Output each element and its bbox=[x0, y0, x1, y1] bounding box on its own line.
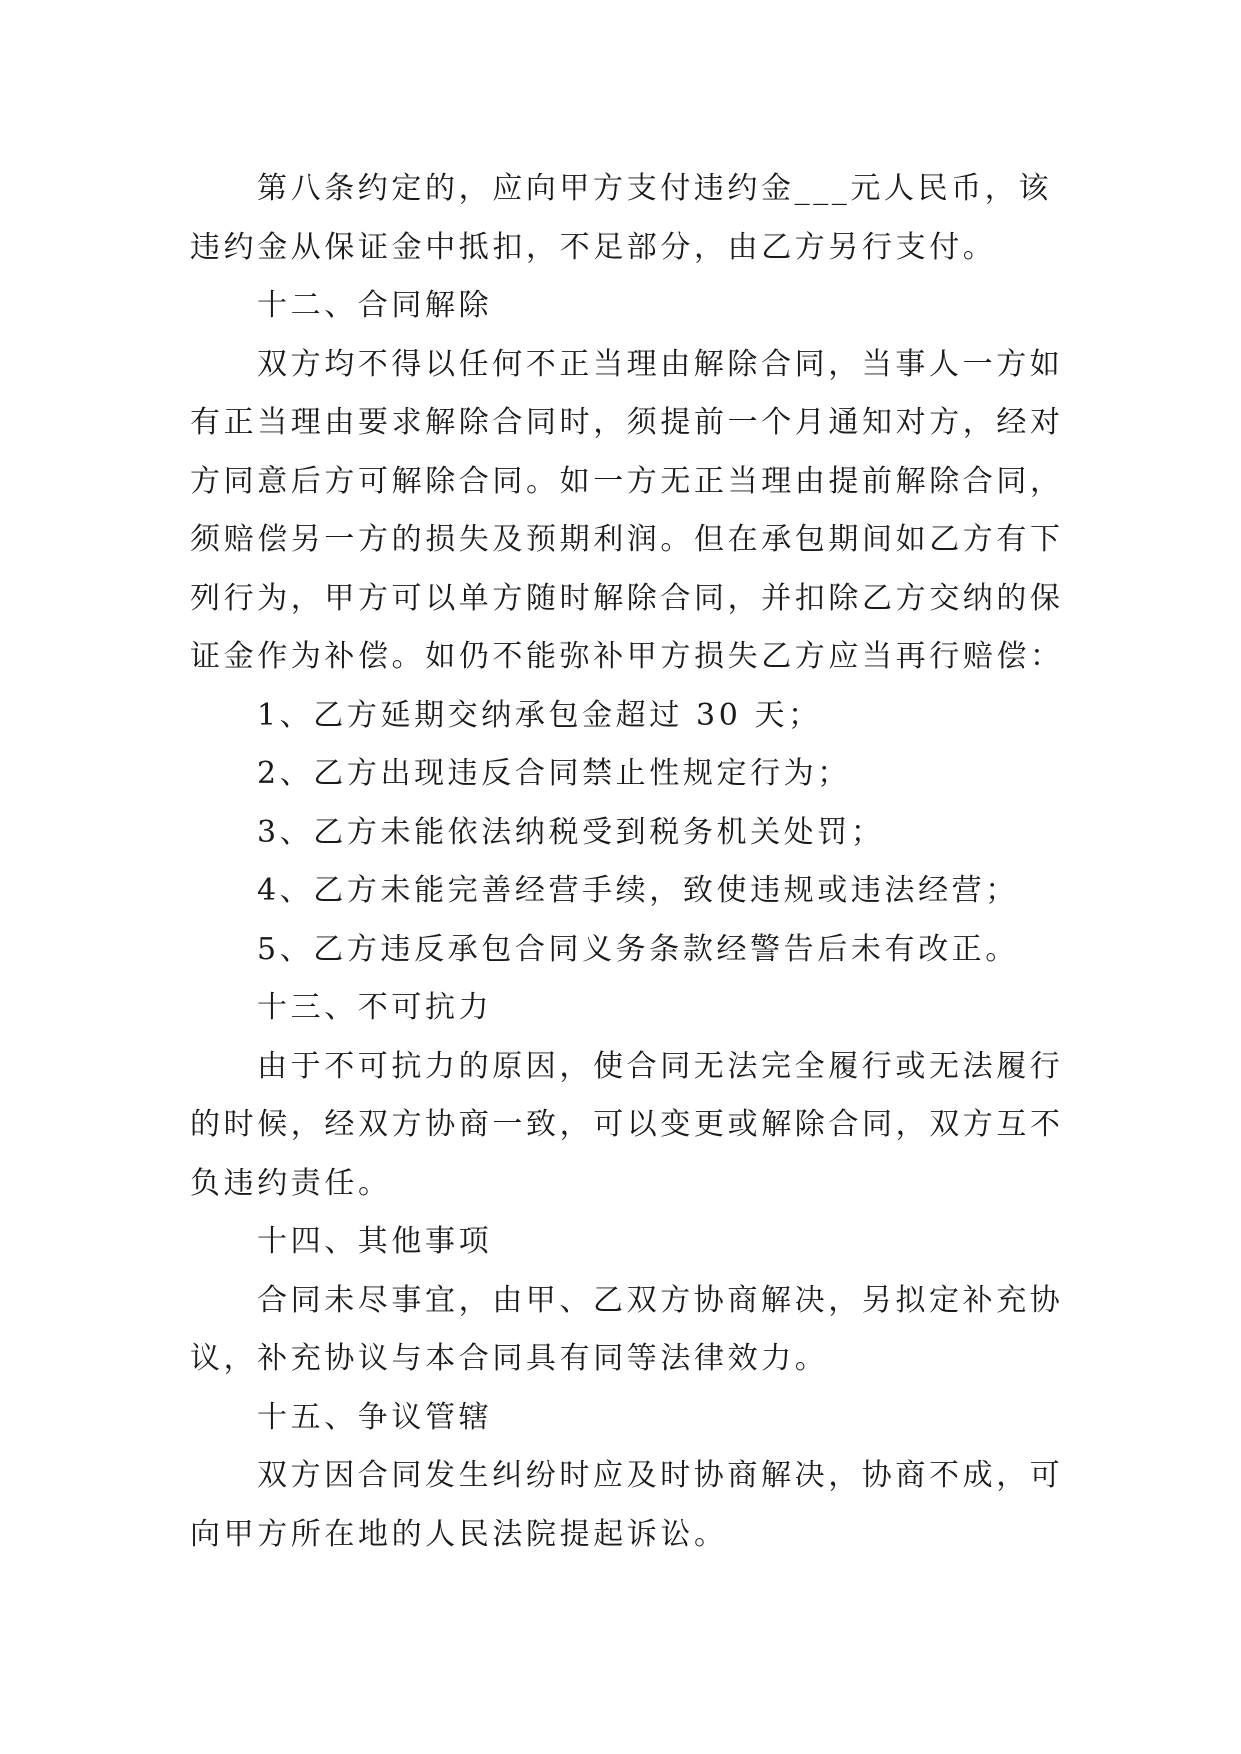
list-item-1 bbox=[190, 687, 1050, 746]
section-heading-12 bbox=[190, 277, 1050, 336]
heading-text: 十四、其他事项 bbox=[257, 1224, 493, 1259]
text-line: 的时候，经双方协商一致，可以变更或解除合同，双方互不 bbox=[190, 1107, 1064, 1142]
list-item-text: 3、乙方未能依法纳税受到税务机关处罚； bbox=[257, 814, 885, 850]
text-line: 双方均不得以任何不正当理由解除合同，当事人一方如 bbox=[257, 346, 1064, 382]
text-line: 双方因合同发生纠纷时应及时协商解决，协商不成，可 bbox=[257, 1458, 1064, 1493]
list-item-text: 2、乙方出现违反合同禁止性规定行为； bbox=[257, 756, 851, 791]
text-line: 议，补充协议与本合同具有同等法律效力。 bbox=[190, 1341, 829, 1376]
list-item-3 bbox=[190, 804, 1050, 863]
text-line: 有正当理由要求解除合同时，须提前一个月通知对方，经对 bbox=[190, 405, 1064, 440]
text-line: 负违约责任。 bbox=[190, 1165, 392, 1201]
section-heading-15 bbox=[190, 1389, 1050, 1448]
text-line: 由于不可抗力的原因，使合同无法完全履行或无法履行 bbox=[257, 1048, 1064, 1084]
heading-text: 十二、合同解除 bbox=[257, 288, 493, 323]
section-heading-13 bbox=[190, 979, 1050, 1038]
text-line: 方同意后方可解除合同。如一方无正当理由提前解除合同， bbox=[190, 463, 1064, 499]
paragraph-clause-12-body bbox=[190, 336, 1064, 687]
text-line: 列行为，甲方可以单方随时解除合同，并扣除乙方交纳的保 bbox=[190, 580, 1064, 616]
list-item-text: 4、乙方未能完善经营手续，致使违规或违法经营； bbox=[257, 873, 1019, 908]
list-item-2 bbox=[190, 745, 1050, 804]
list-item-text: 5、乙方违反承包合同义务条款经警告后未有改正。 bbox=[257, 931, 1019, 967]
list-item-4 bbox=[190, 862, 1050, 921]
text-line: 第八条约定的，应向甲方支付违约金___元人民币，该 bbox=[257, 171, 1052, 206]
text-line: 合同未尽事宜，由甲、乙双方协商解决，另拟定补充协 bbox=[257, 1282, 1064, 1318]
heading-text: 十三、不可抗力 bbox=[257, 990, 493, 1025]
text-line: 违约金从保证金中抵扣，不足部分，由乙方另行支付。 bbox=[190, 229, 997, 265]
paragraph-clause-15-body bbox=[190, 1447, 1064, 1564]
heading-text: 十五、争议管辖 bbox=[257, 1399, 493, 1435]
document-body bbox=[190, 160, 1064, 1564]
list-item-text: 1、乙方延期交纳承包金超过 30 天； bbox=[257, 697, 822, 733]
text-line: 须赔偿另一方的损失及预期利润。但在承包期间如乙方有下 bbox=[190, 522, 1064, 557]
paragraph-clause-8-continuation bbox=[190, 160, 1050, 277]
paragraph-clause-14-body bbox=[190, 1272, 1064, 1389]
list-item-5 bbox=[190, 921, 1050, 980]
paragraph-clause-13-body bbox=[190, 1038, 1064, 1214]
text-line: 证金作为补偿。如仍不能弥补甲方损失乙方应当再行赔偿： bbox=[190, 639, 1064, 674]
text-line: 向甲方所在地的人民法院提起诉讼。 bbox=[190, 1516, 728, 1552]
section-heading-14 bbox=[190, 1213, 1050, 1272]
